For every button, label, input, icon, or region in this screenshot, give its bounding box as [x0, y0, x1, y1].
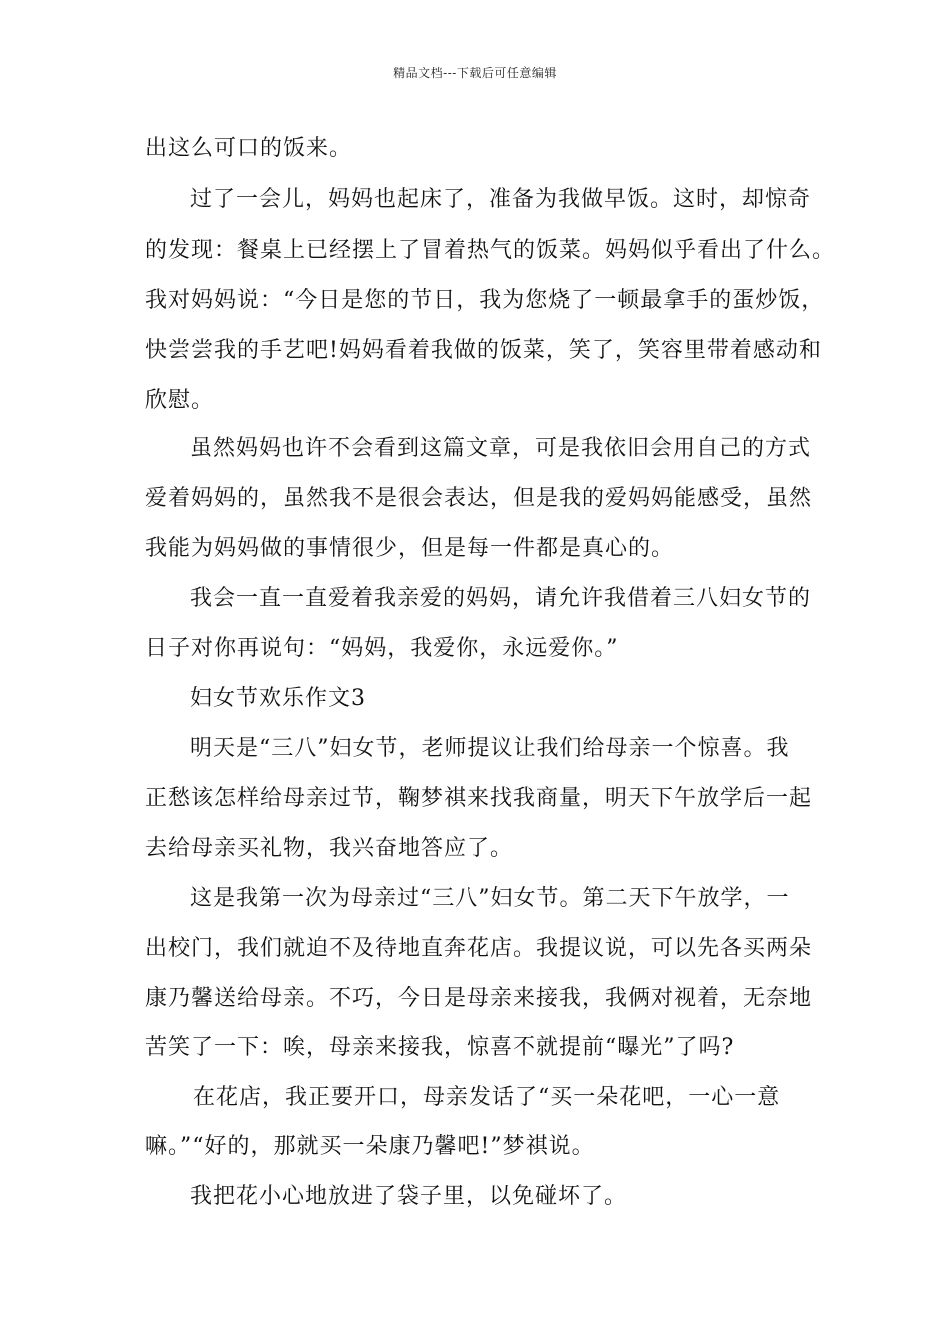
page-header: 精品文档---下载后可任意编辑: [393, 66, 557, 80]
text-line: 康乃馨送给母亲。不巧，今日是母亲来接我，我俩对视着，无奈地: [145, 986, 813, 1011]
text-line: 我能为妈妈做的事情很少，但是每一件都是真心的。: [145, 536, 675, 561]
text-line: 嘛。”“好的，那就买一朵康乃馨吧!”梦祺说。: [145, 1134, 595, 1159]
text-line: 出校门，我们就迫不及待地直奔花店。我提议说，可以先各买两朵: [145, 936, 813, 961]
paragraph-start: 这是我第一次为母亲过“三八”妇女节。第二天下午放学，一: [190, 886, 790, 911]
text-line: 日子对你再说句：“妈妈，我爱你，永远爱你。”: [145, 636, 619, 661]
text-line: 出这么可口的饭来。: [145, 136, 353, 161]
text-line: 我对妈妈说：“今日是您的节日，我为您烧了一顿最拿手的蛋炒饭，: [145, 288, 825, 313]
paragraph-start: 虽然妈妈也许不会看到这篇文章，可是我依旧会用自己的方式: [190, 436, 812, 461]
text-line: 欣慰。: [145, 388, 215, 413]
paragraph-start: 我把花小心地放进了袋子里，以免碰坏了。: [190, 1184, 628, 1209]
text-line: 苦笑了一下：唉，母亲来接我，惊喜不就提前“曝光”了吗?: [145, 1035, 735, 1060]
paragraph-start: 明天是“三八”妇女节，老师提议让我们给母亲一个惊喜。我: [190, 736, 790, 761]
text-line: 正愁该怎样给母亲过节，鞠梦祺来找我商量，明天下午放学后一起: [145, 786, 813, 811]
text-line: 的发现：餐桌上已经摆上了冒着热气的饭菜。妈妈似乎看出了什么。: [145, 238, 836, 263]
paragraph-start: 我会一直一直爱着我亲爱的妈妈，请允许我借着三八妇女节的: [190, 586, 812, 611]
section-title: 妇女节欢乐作文3: [190, 686, 366, 711]
paragraph-start: 在花店，我正要开口，母亲发话了“买一朵花吧，一心一意: [193, 1085, 781, 1110]
text-line: 去给母亲买礼物，我兴奋地答应了。: [145, 836, 514, 861]
text-line: 爱着妈妈的，虽然我不是很会表达，但是我的爱妈妈能感受，虽然: [145, 486, 813, 511]
text-line: 快尝尝我的手艺吧!妈妈看着我做的饭菜，笑了，笑容里带着感动和: [145, 338, 822, 363]
paragraph-start: 过了一会儿，妈妈也起床了，准备为我做早饭。这时，却惊奇: [190, 187, 812, 212]
